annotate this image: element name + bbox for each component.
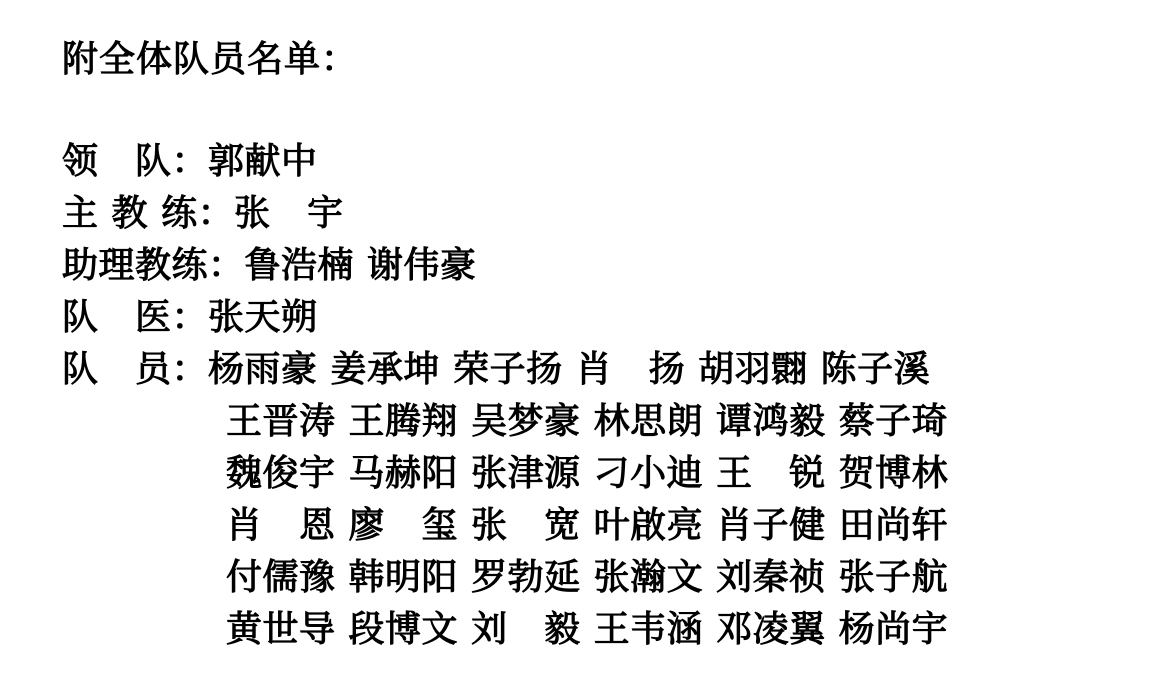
role-value-head-coach: 张 宇 [234, 193, 344, 234]
role-label-leader: 领 队： [62, 141, 209, 182]
page-title: 附全体队员名单： [62, 39, 359, 80]
player-line: 杨雨豪 姜承坤 荣子扬 肖 扬 胡羽翾 陈子溪 [208, 349, 931, 390]
role-value-assistant-coach: 鲁浩楠 谢伟豪 [244, 245, 477, 286]
player-line: 黄世导 段博文 刘 毅 王韦涵 邓凌翼 杨尚宇 [226, 609, 949, 650]
role-value-team-doctor: 张天朔 [208, 297, 318, 338]
roster-row [62, 188, 1161, 240]
role-label-team-doctor: 队 医： [62, 297, 209, 338]
player-line: 王晋涛 王腾翔 吴梦豪 林思朗 谭鸿毅 蔡子琦 [226, 401, 949, 442]
roster-row [62, 240, 1161, 292]
role-label-assistant-coach: 助理教练： [62, 245, 245, 286]
players-name-list [208, 344, 948, 656]
player-line: 魏俊宇 马赫阳 张津源 刁小迪 王 锐 贺博林 [226, 453, 949, 494]
role-label-head-coach: 主 教 练： [62, 193, 235, 234]
player-line: 肖 恩 廖 玺 张 宽 叶啟亮 肖子健 田尚轩 [226, 505, 949, 546]
role-label-players: 队 员： [62, 349, 209, 390]
role-value-leader: 郭献中 [208, 141, 318, 182]
roster-row [62, 292, 1161, 344]
roster-list [62, 136, 1161, 656]
roster-row [62, 136, 1161, 188]
players-section [62, 344, 1161, 656]
player-line: 付儒豫 韩明阳 罗勃延 张瀚文 刘秦祯 张子航 [226, 557, 949, 598]
